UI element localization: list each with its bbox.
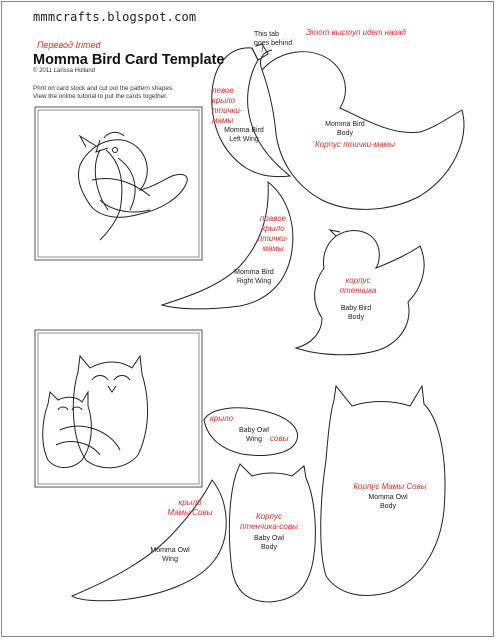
baby-owl-wing-label-ru-2: совы bbox=[270, 434, 289, 443]
bird-card-preview-frame bbox=[35, 107, 202, 260]
momma-owl-wing-label bbox=[140, 546, 200, 564]
label-line: Momma Bird bbox=[234, 269, 274, 276]
label-line: крыло bbox=[212, 96, 236, 105]
label-line: корпус bbox=[345, 276, 371, 285]
label-line: мамы bbox=[212, 116, 234, 125]
baby-owl-wing-label bbox=[234, 426, 274, 444]
momma-owl-body-label bbox=[358, 493, 418, 511]
label-line: Left Wing bbox=[229, 136, 259, 143]
momma-bird-right-wing-label bbox=[222, 268, 286, 286]
baby-owl-body-label-ru bbox=[236, 512, 302, 532]
tab-note-ru: Этот выступ идет назад bbox=[306, 28, 406, 37]
owl-card-illustration bbox=[43, 356, 148, 468]
momma-owl-wing-label-ru bbox=[160, 498, 220, 518]
momma-bird-left-wing-label-ru bbox=[212, 86, 250, 126]
baby-bird-body-label bbox=[328, 304, 384, 322]
momma-bird-beak-line bbox=[260, 50, 272, 70]
momma-bird-left-wing-label bbox=[216, 126, 272, 144]
tab-note-line: This tab bbox=[254, 31, 279, 38]
label-line: Body bbox=[380, 503, 396, 510]
label-line: крыло bbox=[261, 224, 285, 233]
label-line: птички- bbox=[257, 234, 289, 243]
page-title: Momma Bird Card Template bbox=[33, 52, 225, 68]
label-line: Body bbox=[337, 130, 353, 137]
label-line: Wing bbox=[162, 556, 178, 563]
bird-card-illustration bbox=[78, 132, 187, 240]
label-line: Momma Owl bbox=[150, 547, 190, 554]
label-line: птички- bbox=[212, 106, 243, 115]
momma-bird-right-wing-label-ru bbox=[250, 214, 296, 254]
bird-card-preview-inner bbox=[38, 110, 199, 257]
owl-card-preview-frame bbox=[35, 330, 202, 487]
label-line: птенчика bbox=[339, 286, 377, 295]
label-line: Baby Bird bbox=[340, 305, 372, 312]
instruction-line: View the online tutorial to put the cards together. bbox=[33, 93, 168, 100]
tab-note bbox=[254, 30, 306, 48]
label-line: крыло bbox=[178, 498, 202, 507]
site-logo: mmmcrafts.blogspot.com bbox=[33, 10, 197, 24]
label-line: Мамы Совы bbox=[167, 508, 213, 517]
label-line: птенчика-совы bbox=[240, 522, 298, 531]
label-line: левое bbox=[212, 86, 234, 95]
label-line: Wing bbox=[246, 436, 262, 443]
momma-bird-body-label bbox=[310, 120, 380, 138]
label-line: правое bbox=[259, 214, 287, 223]
baby-bird-body-label-ru bbox=[330, 276, 386, 296]
label-line: Корпус bbox=[255, 512, 282, 521]
label-line: Baby Owl bbox=[254, 535, 284, 542]
label-line: Momma Bird bbox=[325, 121, 365, 128]
label-line: Body bbox=[348, 314, 364, 321]
copyright-line: © 2011 Larissa Holland bbox=[33, 68, 96, 74]
baby-owl-body-label bbox=[244, 534, 294, 552]
label-line: Body bbox=[261, 544, 277, 551]
baby-owl-body-shape bbox=[229, 464, 315, 602]
label-line: Baby Owl bbox=[239, 427, 269, 434]
momma-owl-body-label-ru: Корпус Мамы Совы bbox=[353, 482, 427, 491]
label-line: мамы bbox=[262, 244, 284, 253]
label-line: Momma Owl bbox=[368, 494, 408, 501]
tab-note-line: goes behind bbox=[254, 40, 293, 47]
baby-owl-wing-label-ru-1: крыло bbox=[210, 414, 234, 423]
owl-card-preview-inner bbox=[38, 333, 199, 484]
label-line: Momma Bird bbox=[224, 127, 264, 134]
momma-bird-body-label-ru: Корпус птички-мамы bbox=[314, 140, 396, 149]
instruction-line: Print on card stock and cut out the pattern shapes. bbox=[33, 85, 174, 92]
label-line: Right Wing bbox=[236, 278, 272, 285]
translator-note: Перевод Irimed bbox=[37, 40, 101, 50]
